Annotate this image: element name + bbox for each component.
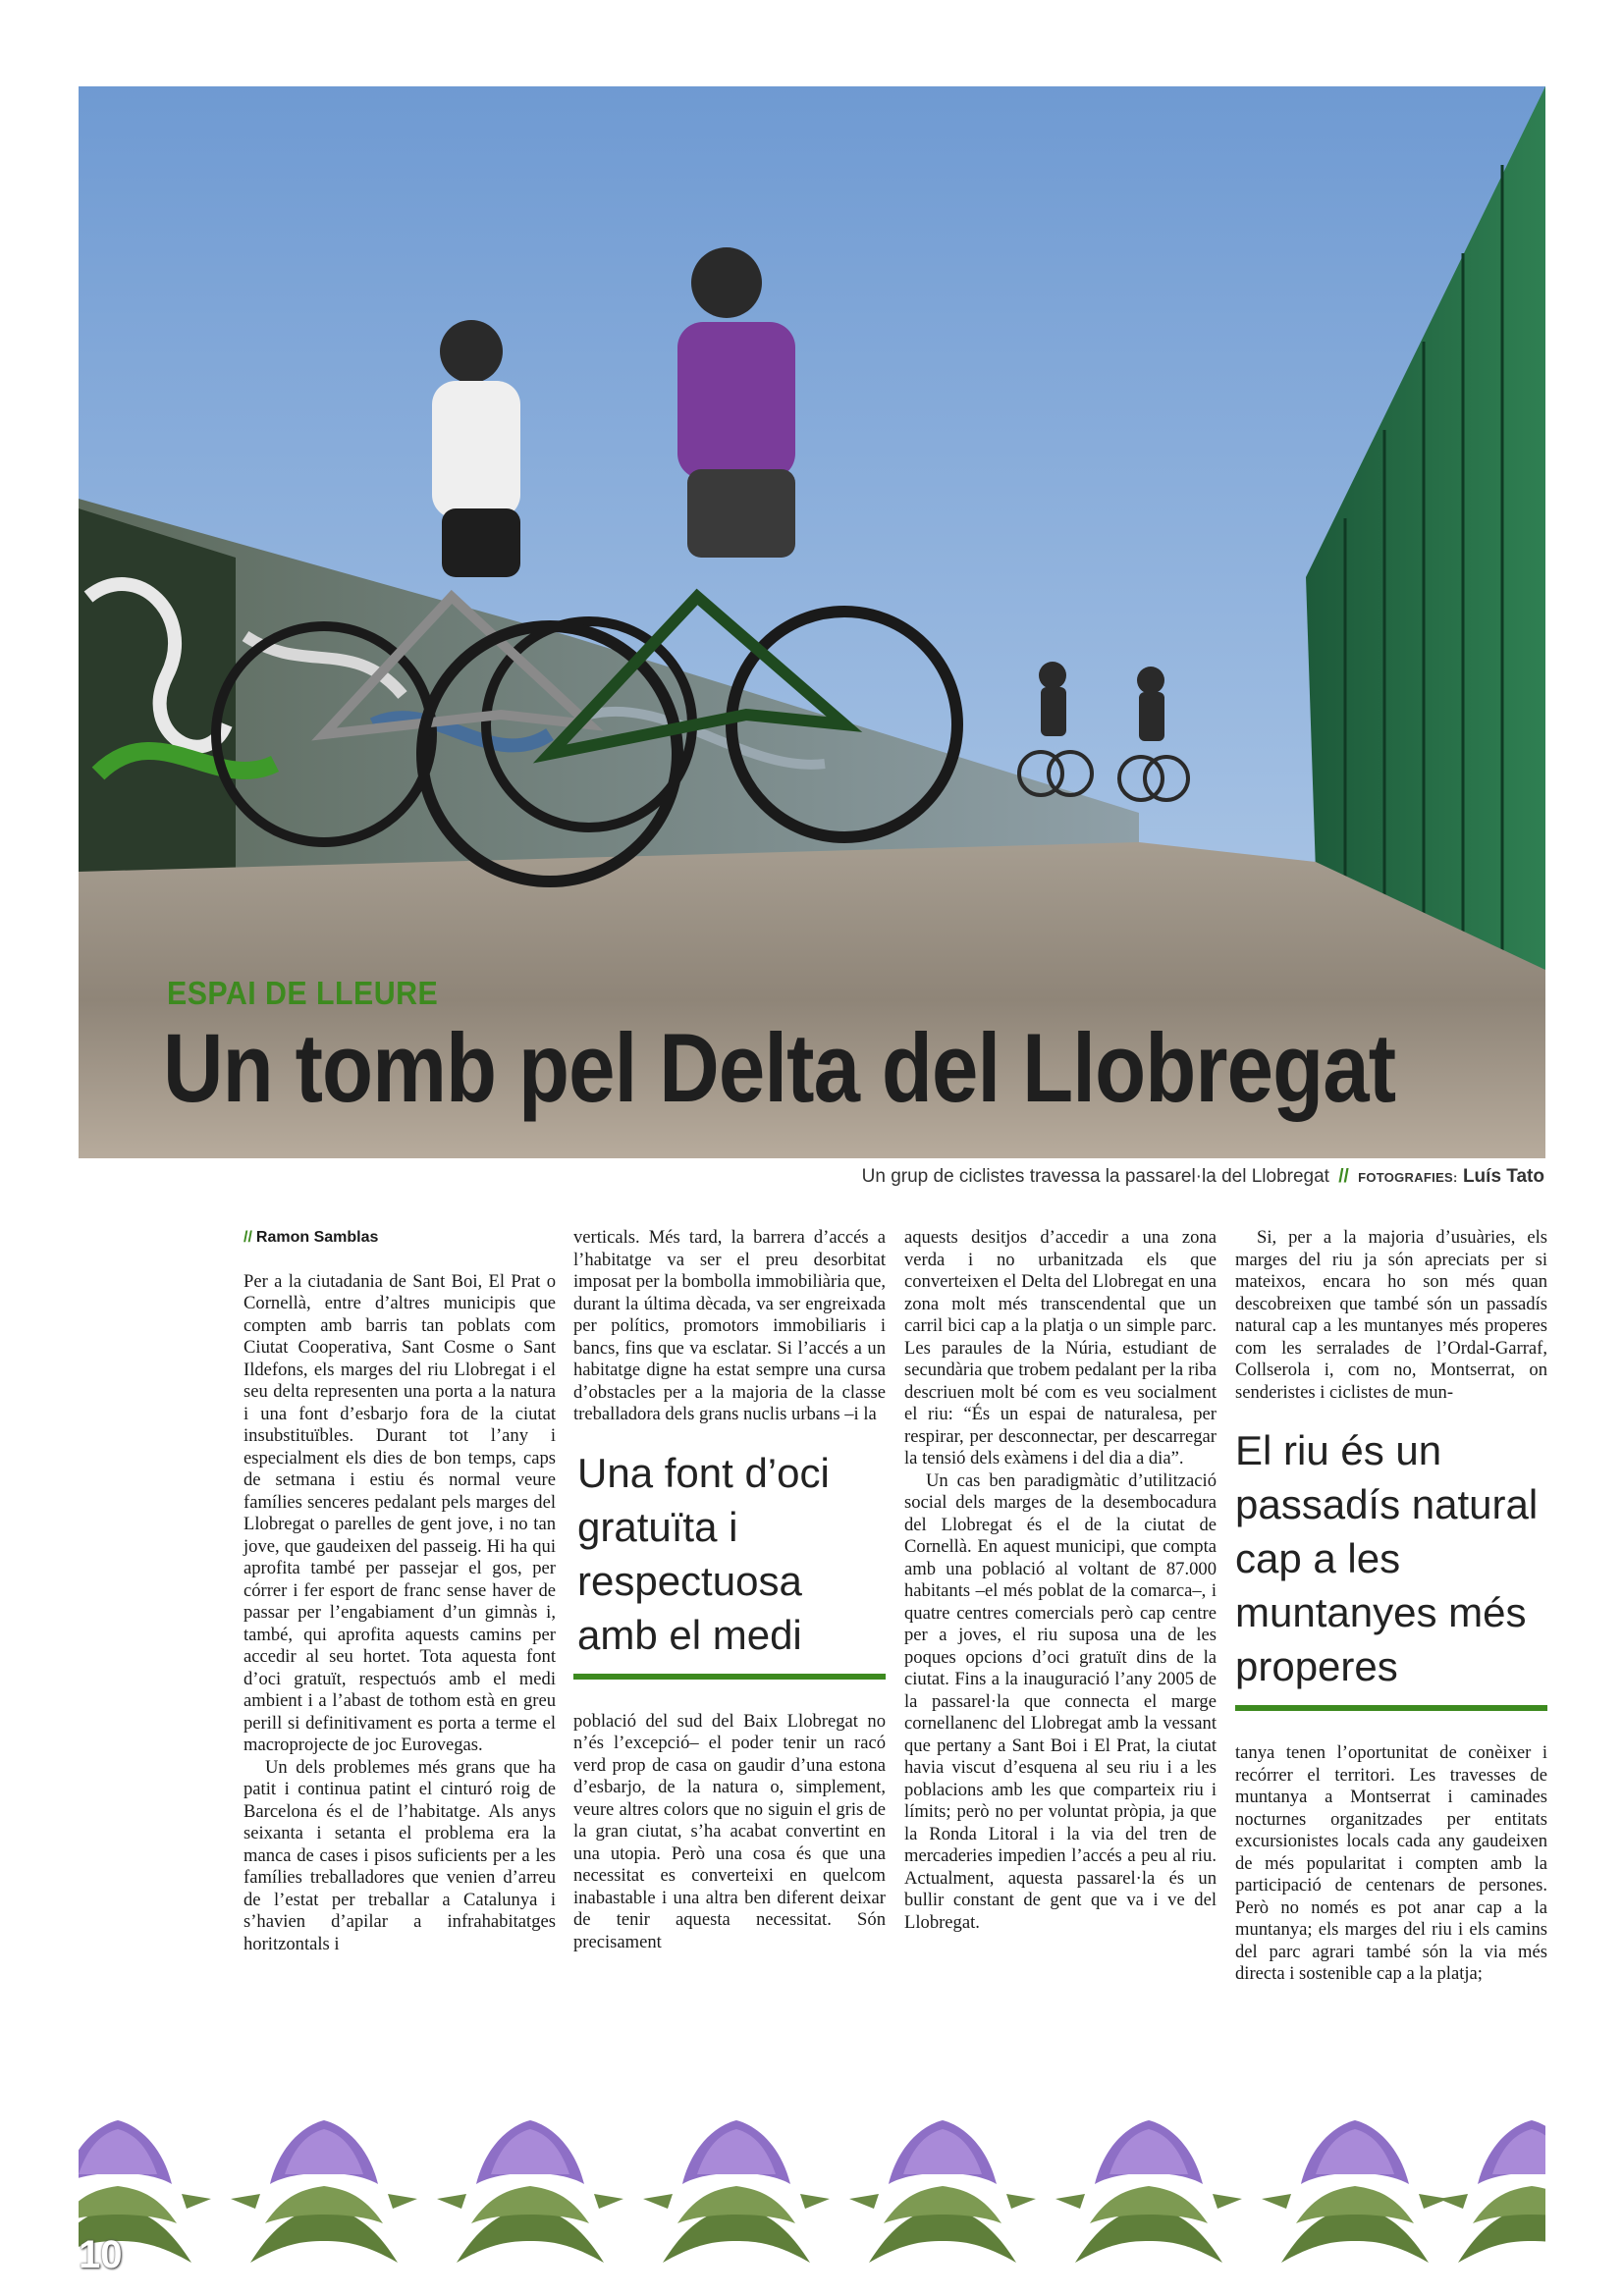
- article-column-3: [904, 1227, 1217, 1934]
- pull-quote-1: Una font d’oci gratuïta i respectuosa amb el medi: [573, 1446, 886, 1680]
- article-paragraph: aquests desitjos d’accedir a una zona verda i no urbanitzada els que converteixen el Delta del Llobregat en una zona molt més transcendental que un carril bici cap a la platja o un simple parc. Les paraules de la Núria, estudiant de secundària que trobem pedalant per la riba descriuen molt bé com es veu socialment el riu: “És un espai de naturalesa, per respirar, per desconnectar, per descarregar la tensió dels exàmens i del dia a dia”.: [904, 1227, 1217, 1468]
- photo-caption: [862, 1166, 1544, 1188]
- artichoke-border: [79, 2106, 1545, 2272]
- byline-author: Ramon Samblas: [255, 1229, 379, 1246]
- artichoke-icon: [437, 2120, 623, 2263]
- photo-credit-label: FOTOGRAFIES:: [1358, 1170, 1458, 1185]
- pull-quote-2: El riu és un passadís natural cap a les muntanyes més properes: [1235, 1423, 1547, 1711]
- article-paragraph: tanya tenen l’oportunitat de conèixer i recórrer el territori. Les travesses de muntanya a Montserrat i caminades nocturnes organitzades per entitats excursionistes locals cada any gaudeixen de més popularitat i compten amb la participació de centenars de persones. Però no només es pot anar cap a la muntanya; els marges del riu i els camins del parc agrari també són la via més directa i sostenible cap a la platja;: [1235, 1742, 1547, 1984]
- article-paragraph: verticals. Més tard, la barrera d’accés a l’habitatge va ser el preu desorbitat imposat per la bombolla immobiliària que, durant la última dècada, va ser engreixada per polítics, promotors immobiliaris i bancs, fins que va esclatar. Si l’accés a un habitatge digne ha estat sempre una cursa d’obstacles per a la majoria de la classe treballadora dels grans nuclis urbans –i la: [573, 1227, 886, 1424]
- headline: Un tomb pel Delta del Llobregat: [163, 1013, 1396, 1122]
- section-label: ESPAI DE LLEURE: [167, 975, 439, 1011]
- article-paragraph: Un dels problemes més grans que ha patit i continua patint el cinturó roig de Barcelona és el de l’habitatge. Als anys seixanta i setanta el problema era la manca de cases i pisos suficients per a les famílies treballadores que venien d’arreu de l’estat per treballar a Catalunya i s’havien d’apilar a infrahabitatges horitzontals i: [243, 1756, 556, 1954]
- artichoke-icon: [643, 2120, 830, 2263]
- artichoke-icon: [1438, 2120, 1545, 2263]
- article-paragraph: Si, per a la majoria d’usuàries, els marges del riu ja són apreciats per si mateixos, encara ho son més quan descobreixen que també són un passadís natural cap a les muntanyes més properes com les serralades de l’Ordal-Garraf, Collserola i, com no, Montserrat, on senderistes i ciclistes de mun-: [1235, 1227, 1547, 1403]
- byline-separator: //: [243, 1229, 252, 1246]
- caption-text: Un grup de ciclistes travessa la passarel·la del Llobregat: [861, 1166, 1329, 1187]
- artichoke-icon: [231, 2120, 417, 2263]
- article-column-1: [243, 1227, 556, 1955]
- article-paragraph: Un cas ben paradigmàtic d’utilització social dels marges de la desembocadura del Llobregat és el de la ciutat de Cornellà. En aquest municipi, que compta amb una població al voltant de 87.000 habitants –el més poblat de la comarca–, i quatre centres comercials però cap centre per a joves, el riu suposa una de les poques opcions d’oci gratuït dins de la ciutat. Fins a la inauguració l’any 2005 de la passarel·la que connecta el marge cornellanenc del Llobregat amb la vessant que pertany a Sant Boi i El Prat, la ciutat havia viscut d’esquena al seu riu i a les poblacions amb les que comparteix riu i límits; però no per voluntat pròpia, ja que la Ronda Litoral i la via del tren de mercaderies impedien l’accés a peu al riu. Actualment, aquesta passarel·la és un bullir constant de gent que va i ve del Llobregat.: [904, 1469, 1217, 1933]
- artichoke-icon: [1055, 2120, 1242, 2263]
- artichoke-icon: [1262, 2120, 1448, 2263]
- page-number: 10: [79, 2233, 123, 2276]
- article-column-2: [573, 1227, 886, 1953]
- caption-separator: //: [1338, 1166, 1349, 1187]
- byline: [243, 1227, 556, 1250]
- artichoke-icon: [849, 2120, 1036, 2263]
- article-paragraph: població del sud del Baix Llobregat no n’és l’excepció– el poder tenir un racó verd prop de casa on gaudir d’una estona d’esbarjo, de la natura o, simplement, veure altres colors que no siguin el gris de la gran ciutat, s’ha acabat convertint en una utopia. Però una cosa és que una necessitat es converteixi en quelcom inabastable i una altra ben diferent deixar de tenir aquesta necessitat. Són precisament: [573, 1710, 886, 1952]
- photo-credit-name: Luís Tato: [1462, 1166, 1544, 1187]
- article-column-4: [1235, 1227, 1547, 1986]
- article-paragraph: Per a la ciutadania de Sant Boi, El Prat o Cornellà, entre d’altres municipis que compten amb barris tan poblats com Ciutat Cooperativa, Sant Cosme o Sant Ildefons, els marges del riu Llobregat i el seu delta representen una porta a la natura i una font d’esbarjo fora de la ciutat insubstituïbles. Durant tot l’any i especialment els dies de bon temps, caps de setmana i estiu és normal veure famílies senceres pedalant pels marges del Llobregat o parelles de gent jove, i no tan jove, que gaudeixen del passeig. Hi ha qui aprofita també per passejar el gos, per córrer i fer esport de franc sense haver de passar per l’engabiament d’un gimnàs i, també, qui aprofita aquests camins per accedir al seu hortet. Tota aquesta font d’oci gratuït, respectuós amb el medi ambient i a l’abast de tothom està en greu perill si definitivament es porta a terme el macroprojecte de joc Eurovegas.: [243, 1270, 556, 1755]
